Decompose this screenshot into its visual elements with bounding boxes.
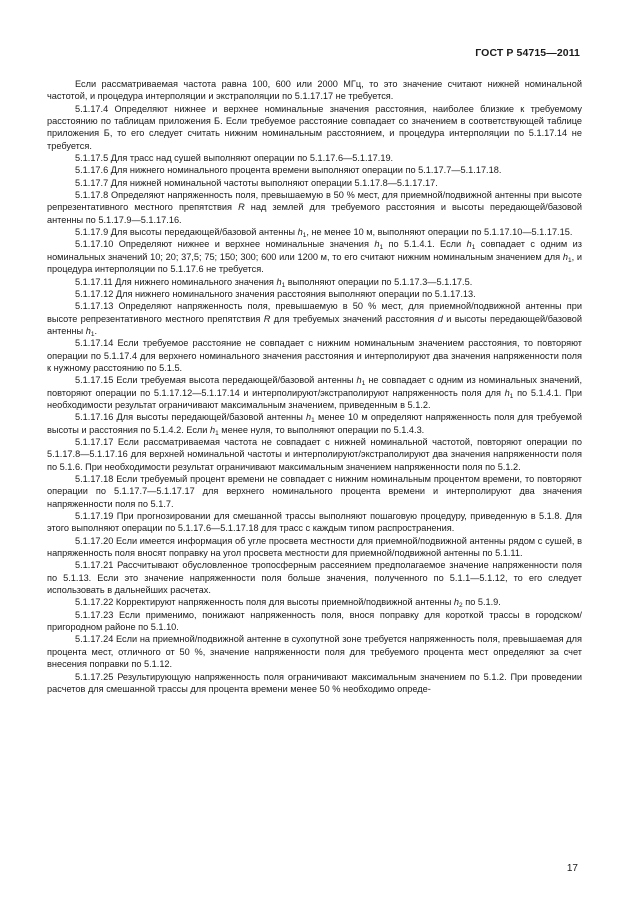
- paragraph-p-5-1-17-21: 5.1.17.21 Рассчитывают обусловленное тропосферным рассеянием предполагаемое значение напряженности поля по 5.1.13. Если это значение напряженности поля больше значения, полученного по 5.1.1—5.1.12, то его следует использовать в дальнейших расчетах.: [47, 560, 582, 596]
- paragraph-p-5-1-17-17: 5.1.17.17 Если рассматриваемая частота не совпадает с нижней номинальной частотой, повторяют операции по 5.1.17.8—5.1.17.16 для верхней номинальной частоты и интерполируют/экстраполируют два значения напряженности поля по 5.1.6. При необходимости результат ограничивают максимальным значением напряженности поля по 5.1.2.: [47, 436, 582, 472]
- paragraph-p-5-1-17-19: 5.1.17.19 При прогнозировании для смешанной трассы выполняют пошаговую процедуру, приведенную в 5.1.8. Для этого выполняют операции по 5.1.17.6—5.1.17.18 для трасс с каждым типом распространения.: [47, 511, 582, 534]
- paragraph-p-5-1-17-10: 5.1.17.10 Определяют нижнее и верхнее номинальные значения $h_1$ по 5.1.4.1. Если $h_1$ совпадает с одним из номинальных значений 10; 20; 37,5; 75; 150; 300; 600 или 1200 м, то его считают нижним номинальным значением для $h_1$, и процедура интерполяции по 5.1.17.6 не требуется.: [47, 239, 582, 275]
- paragraph-p-5-1-17-12: 5.1.17.12 Для нижнего номинального значения расстояния выполняют операции по 5.1.17.13.: [75, 288, 476, 299]
- paragraph-p-5-1-17-24: 5.1.17.24 Если на приемной/подвижной антенне в сухопутной зоне требуется напряженность поля, превышаемая для процента мест, отличного от 50 %, значение напряженности поля для требуемого процента мест определяют за счет внесения поправки по 5.1.12.: [47, 634, 582, 670]
- paragraph-p-5-1-17-7: 5.1.17.7 Для нижней номинальной частоты выполняют операции 5.1.17.8—5.1.17.17.: [75, 177, 438, 188]
- document-id-header: ГОСТ Р 54715—2011: [475, 47, 580, 59]
- paragraph-p-5-1-17-18: 5.1.17.18 Если требуемый процент времени не совпадает с нижним номинальным процентом времени, то повторяют операции по 5.1.17.7—5.1.17.17 для верхнего номинального процента времени и интерполируют два значения напряженности поля по 5.1.7.: [47, 474, 582, 509]
- paragraph-p-5-1-17-23: 5.1.17.23 Если применимо, понижают напряженность поля, внося поправку для короткой трассы в городском/пригородном районе по 5.1.10.: [47, 609, 582, 633]
- paragraph-p-5-1-17-9: 5.1.17.9 Для высоты передающей/базовой антенны $h_1$, не менее 10 м, выполняют операции по 5.1.17.10—5.1.17.15.: [75, 227, 573, 240]
- paragraph-p-5-1-17-5: 5.1.17.5 Для трасс над сушей выполняют операции по 5.1.17.6—5.1.17.19.: [75, 153, 394, 164]
- paragraph-p-5-1-17-14: 5.1.17.14 Если требуемое расстояние не совпадает с нижним номинальным значением расстояния, то повторяют операции по 5.1.17.4 для верхнего номинального значения расстояния и интерполируют два значения напряженности поля к нужному расстоянию по 5.1.5.: [47, 338, 582, 373]
- paragraph-p-5-1-17-6: 5.1.17.6 Для нижнего номинального процента времени выполняют операции по 5.1.17.7—5.1.17.18.: [75, 165, 502, 176]
- paragraph-p-5-1-17-11: 5.1.17.11 Для нижнего номинального значения $h_1$ выполняют операции по 5.1.17.3—5.1.17.5.: [75, 276, 473, 289]
- paragraph-p-5-1-17-25: 5.1.17.25 Результирующую напряженность поля ограничивают максимальным значением по 5.1.2. При проведении расчетов для смешанной трассы для процента времени менее 50 % необходимо опреде-: [47, 671, 582, 694]
- paragraph-p-5-1-17-16: 5.1.17.16 Для высоты передающей/базовой антенны $h_1$ менее 10 м определяют напряженность поля для требуемой высоты и расстояния по 5.1.4.2. Если $h_1$ менее нуля, то выполняют операции по 5.1.4.3.: [47, 412, 582, 437]
- document-body: [47, 78, 582, 695]
- paragraph-p-freq-edge: Если рассматриваемая частота равна 100, 600 или 2000 МГц, то это значение считают нижней номинальной частотой, и процедура интерполяции и экстраполяции по 5.1.17.17 не требуется.: [47, 79, 582, 102]
- paragraph-p-5-1-17-13: 5.1.17.13 Определяют напряженность поля, превышаемую в 50 % мест, для приемной/подвижной антенны при высоте репрезентативного местного препятствия R для требуемых значений расстояния d и высоты передающей/базовой антенны $h_1$.: [47, 301, 582, 338]
- paragraph-p-5-1-17-4: 5.1.17.4 Определяют нижнее и верхнее номинальные значения расстояния, наиболее близкие к требуемому расстоянию по таблицам приложения Б. Если требуемое расстояние совпадает со значением в соответствующей таблице приложения Б, то его следует считать нижним номинальным расстоянием, и процедура интерполяции по 5.1.17.14 не требуется.: [47, 103, 582, 151]
- paragraph-p-5-1-17-22: 5.1.17.22 Корректируют напряженность поля для высоты приемной/подвижной антенны $h_2$ по 5.1.9.: [75, 597, 501, 610]
- paragraph-p-5-1-17-20: 5.1.17.20 Если имеется информация об угле просвета местности для приемной/подвижной антенны рядом с сушей, в напряженность поля вносят поправку на угол просвета местности для приемной/подвижной антенны по 5.1.11.: [47, 535, 582, 559]
- page-number: 17: [566, 863, 578, 874]
- paragraph-p-5-1-17-8: 5.1.17.8 Определяют напряженность поля, превышаемую в 50 % мест, для приемной/подвижной антенны при высоте репрезентативного местного препятствия R над землей для требуемого расстояния и высоты передающей/базовой антенны по 5.1.17.9—5.1.17.16.: [47, 190, 583, 225]
- paragraph-p-5-1-17-15: 5.1.17.15 Если требуемая высота передающей/базовой антенны $h_1$ не совпадает с одним из номинальных значений, повторяют операции по 5.1.17.12—5.1.17.14 и интерполируют/экстраполируют напряженность поля для $h_1$ по 5.1.4.1. При необходимости результат ограничивают максимальным значением, приведенным в 5.1.2.: [47, 375, 582, 410]
